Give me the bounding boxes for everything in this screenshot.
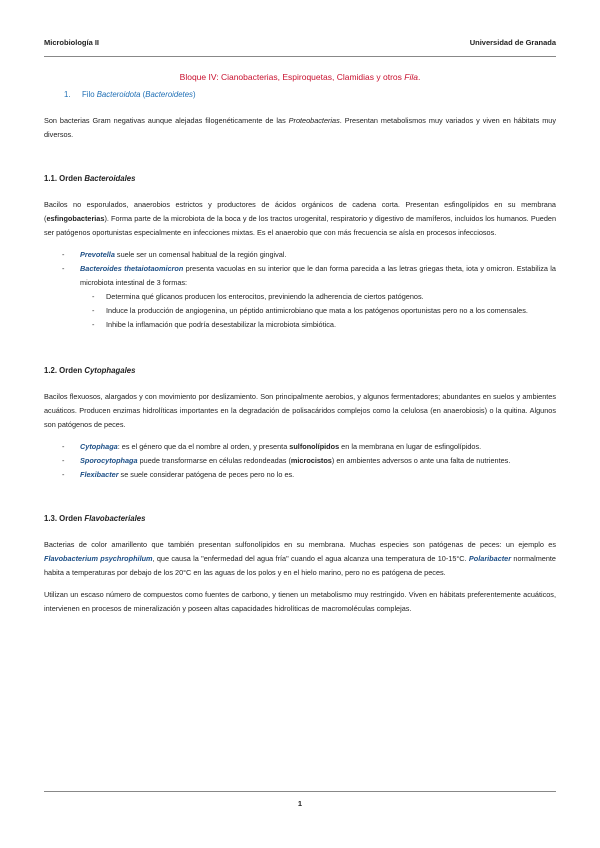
- s13-paragraph-1: [44, 538, 556, 580]
- title-italic: Fila: [404, 72, 418, 82]
- text: ). Forma parte de la microbiota de la boca y de los tractos urogenital, respiratorio y digestivo de mamíferos, incluidos los humanos. Pueden ser patógenos oportunistas especialmente en infecciones mixtas. Es el anaerobio que con más frecuencia se aísla en procesos infecciosos.: [44, 214, 556, 237]
- page-header: [44, 38, 556, 52]
- organism-name: Flexibacter: [80, 470, 119, 479]
- s12-paragraph: Bacilos flexuosos, alargados y con movimiento por deslizamiento. Son principalmente aerobios, y algunos fermentadores; abundantes en suelos y ambientes acuáticos. Producen enzimas hidrolíticas importantes en la degradación de polisacáridos complejos como la celulosa (en anaerobiosis) o la quitina. Algunos son patógenos de peces.: [44, 392, 556, 429]
- bold-term: microcistos: [290, 456, 332, 465]
- text: suele ser un comensal habitual de la región gingival.: [114, 250, 287, 259]
- heading-num: 1.2. Orden: [44, 366, 85, 375]
- s11-list: [44, 248, 556, 332]
- text: , que causa la "enfermedad del agua fría" cuando el agua alcanza una temperatura de 10-15°C.: [152, 554, 469, 563]
- header-divider: [44, 56, 556, 57]
- organism-name: Bacteroides thetaiotaomicron: [80, 264, 184, 273]
- organism-name: Flavobacterium psychrophilum: [44, 554, 153, 563]
- list-item: [80, 262, 556, 332]
- title-text: Bloque IV: Cianobacterias, Espiroquetas, Clamidias y otros: [179, 72, 405, 82]
- organism-name: Prevotella: [80, 250, 115, 259]
- list-item: [80, 454, 556, 468]
- sub-list-item: - Determina qué glicanos producen los enterocitos, previniendo la adherencia de ciertos patógenos.: [106, 290, 556, 304]
- intro-italic: Proteobacterias: [288, 116, 340, 125]
- text: presenta vacuolas en su interior que le dan forma parecida a las letras griegas theta, iota y omicron. Estabiliza la microbiota intestinal de 3 formas:: [80, 264, 556, 287]
- text: Bacterias de color amarillento que también presentan sulfonolípidos en su membrana. Muchas especies son patógenas de peces: un ejemplo es: [44, 540, 556, 549]
- heading-num: 1.3. Orden: [44, 514, 85, 523]
- intro-text: Son bacterias Gram negativas aunque alejadas filogenéticamente de las: [44, 116, 289, 125]
- text: : es el género que da el nombre al orden, y presenta: [117, 442, 290, 451]
- heading-taxon: Cytophagales: [84, 366, 136, 375]
- sub-list-item: - Induce la producción de angiogenina, un péptido antimicrobiano que mata a los patógenos oportunistas pero no a los comensales.: [106, 304, 556, 318]
- block-title: [44, 70, 556, 84]
- bold-term: sulfonolípidos: [289, 442, 340, 451]
- section-paren: (: [140, 90, 146, 99]
- section-1-heading: [64, 88, 556, 102]
- list-item: [80, 440, 556, 454]
- page-number: 1: [297, 799, 303, 808]
- section-1-3-heading: [44, 512, 556, 526]
- organism-name: Sporocytophaga: [80, 456, 138, 465]
- text: Bacilos no esporulados, anaerobios estrictos y productores de ácidos orgánicos de cadena corta. Presentan esfingolípidos en su membrana (: [44, 200, 556, 223]
- text: puede transformarse en células redondeadas (: [137, 456, 291, 465]
- text: se suele considerar patógena de peces pero no lo es.: [118, 470, 295, 479]
- section-taxon-alt: Bacteroidetes: [145, 90, 193, 99]
- heading-taxon: Bacteroidales: [84, 174, 136, 183]
- footer-divider: [44, 791, 556, 792]
- intro-text-end: . Presentan metabolismos muy variados y viven en hábitats muy diversos.: [44, 116, 556, 139]
- list-item: [80, 248, 556, 262]
- text: ) en ambientes adversos o ante una falta de nutrientes.: [331, 456, 511, 465]
- intro-paragraph: [44, 114, 556, 142]
- page-content: [44, 64, 556, 616]
- section-paren-close: ): [192, 90, 196, 99]
- s11-paragraph: [44, 198, 556, 240]
- s13-paragraph-2: Utilizan un escaso número de compuestos como fuentes de carbono, y tienen un metabolismo muy restringido. Viven en hábitats preferentemente acuáticos, intervienen en procesos de mineralización y poseen altas capacidades hidrolíticas de macromoléculas complejas.: [44, 590, 556, 613]
- section-1-1-heading: [44, 172, 556, 186]
- section-1-2-heading: [44, 364, 556, 378]
- sub-list-item: - Inhibe la inflamación que podría desestabilizar la microbiota simbiótica.: [106, 318, 556, 332]
- sub-list: [80, 290, 556, 332]
- heading-num: 1.1. Orden: [44, 174, 85, 183]
- heading-taxon: Flavobacteriales: [84, 514, 146, 523]
- text: normalmente habita a temperaturas por debajo de los 20°C en las aguas de los polos y en el hielo marino, pero no es patógena de peces.: [44, 554, 556, 577]
- header-university: Universidad de Granada: [469, 38, 556, 47]
- text: en la membrana en lugar de esfingolípidos.: [339, 442, 482, 451]
- organism-name: Polaribacter: [468, 554, 512, 563]
- section-number: 1.: [64, 90, 71, 99]
- title-end: .: [417, 72, 421, 82]
- list-item: [80, 468, 556, 482]
- header-course: Microbiología II: [44, 38, 100, 47]
- section-taxon: Bacteroidota: [96, 90, 141, 99]
- section-label: Filo: [82, 90, 97, 99]
- organism-name: Cytophaga: [80, 442, 118, 451]
- bold-term: esfingobacterias: [46, 214, 105, 223]
- s12-list: [44, 440, 556, 482]
